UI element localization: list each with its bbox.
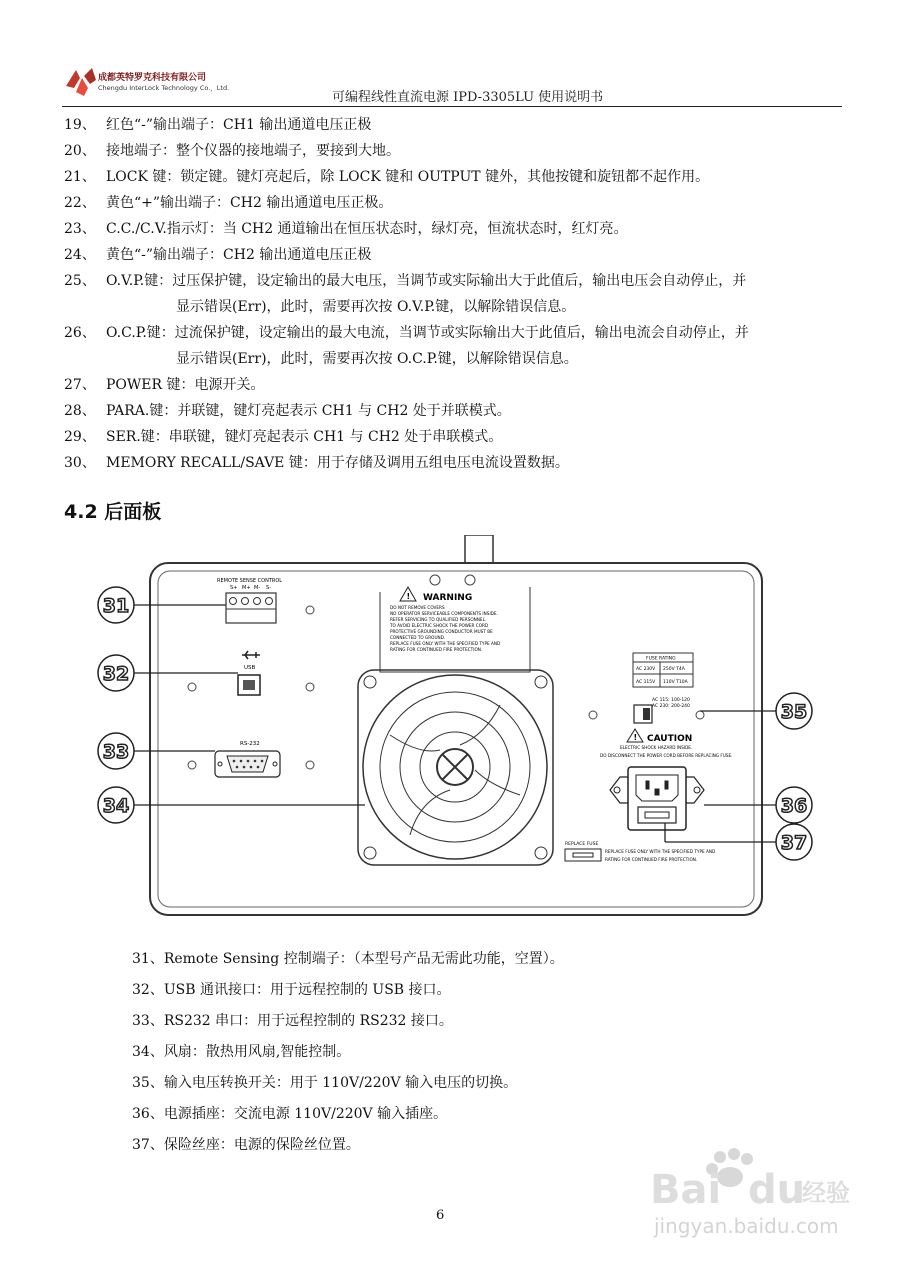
svg-text:DO DISCONNECT THE POWER CORD B: DO DISCONNECT THE POWER CORD BEFORE REPLACING FUSE. <box>600 753 733 758</box>
list-item: 37、保险丝座：电源的保险丝位置。 <box>132 1137 360 1153</box>
list-item: 34、风扇：散热用风扇,智能控制。 <box>132 1044 351 1060</box>
list-item: 19、 红色“-”输出端子：CH1 输出通道电压正极 <box>64 117 372 133</box>
panel-item-list <box>64 112 844 476</box>
svg-text:33: 33 <box>102 741 130 763</box>
svg-text:经验: 经验 <box>802 1179 850 1207</box>
fuse-rating-table <box>633 653 693 687</box>
page-number: 6 <box>436 1208 445 1223</box>
svg-text:M+: M+ <box>242 585 251 591</box>
svg-text:TO AVOID ELECTRIC SHOCK THE PO: TO AVOID ELECTRIC SHOCK THE POWER CORD <box>390 623 489 628</box>
callout-descriptions <box>132 944 564 1161</box>
list-item: 36、电源插座：交流电源 110V/220V 输入插座。 <box>132 1106 448 1122</box>
svg-text:31: 31 <box>102 595 130 617</box>
svg-text:AC 230V: AC 230V <box>636 667 656 672</box>
svg-text:RATING FOR CONTINUED FIRE PROT: RATING FOR CONTINUED FIRE PROTECTION. <box>390 647 483 652</box>
list-item: 25、 O.V.P.键：过压保护键，设定输出的最大电压，当调节或实际输出大于此值后，输出电压会自动停止，并 显示错误(Err)，此时，需要再次按 O.V.P.键，以解除错误信息。 <box>64 273 747 315</box>
svg-text:AC 115: 100-120: AC 115: 100-120 <box>652 698 690 703</box>
svg-text:110V T10A: 110V T10A <box>663 680 688 685</box>
list-item: 33、RS232 串口：用于远程控制的 RS232 接口。 <box>132 1013 453 1029</box>
svg-text:REMOTE SENSE CONTROL: REMOTE SENSE CONTROL <box>217 578 283 584</box>
list-item: 35、输入电压转换开关：用于 110V/220V 输入电压的切换。 <box>132 1075 518 1091</box>
svg-text:CAUTION: CAUTION <box>647 734 693 744</box>
svg-text:Bai: Bai <box>650 1167 722 1213</box>
svg-text:AC 115V: AC 115V <box>636 680 656 685</box>
rear-panel-diagram <box>90 535 820 920</box>
svg-text:250V T4A: 250V T4A <box>663 667 685 672</box>
svg-text:REPLACE FUSE ONLY WITH THE SPE: REPLACE FUSE ONLY WITH THE SPECIFIED TYPE AND <box>605 849 716 854</box>
list-item: 22、 黄色“+”输出端子：CH2 输出通道电压正极。 <box>64 195 393 211</box>
svg-text:USB: USB <box>244 665 256 671</box>
company-name-cn: 成都英特罗克科技有限公司 <box>98 73 207 83</box>
svg-text:M-: M- <box>254 585 261 591</box>
list-item: 31、Remote Sensing 控制端子：（本型号产品无需此功能，空置）。 <box>132 951 564 967</box>
svg-text:NO OPERATOR SERVICEABLE COMPON: NO OPERATOR SERVICEABLE COMPONENTS INSIDE. <box>390 611 498 616</box>
svg-text:RATING FOR CONTINUED FIRE PROT: RATING FOR CONTINUED FIRE PROTECTION. <box>605 857 698 862</box>
svg-text:35: 35 <box>780 701 808 723</box>
page-header <box>62 62 842 107</box>
svg-text:37: 37 <box>780 832 808 854</box>
list-item: 21、 LOCK 键：锁定键。键灯亮起后，除 LOCK 键和 OUTPUT 键外，其他按键和旋钮都不起作用。 <box>64 169 710 185</box>
svg-text:CONNECTED TO GROUND.: CONNECTED TO GROUND. <box>390 635 446 640</box>
company-name-en: Chengdu InterLock Technology Co.，Ltd. <box>98 84 230 92</box>
fuse-holder <box>638 807 676 823</box>
list-item: 32、USB 通讯接口：用于远程控制的 USB 接口。 <box>132 982 451 998</box>
svg-text:du: du <box>748 1167 806 1213</box>
list-item: 24、 黄色“-”输出端子：CH2 输出通道电压正极 <box>64 247 372 263</box>
section-title: 4.2 后面板 <box>64 501 162 523</box>
list-item: 27、 POWER 键：电源开关。 <box>64 377 265 393</box>
baidu-watermark <box>650 1145 850 1245</box>
svg-text:!: ! <box>406 592 411 601</box>
svg-text:WARNING: WARNING <box>423 593 473 603</box>
list-item: 28、 PARA.键：并联键，键灯亮起表示 CH1 与 CH2 处于并联模式。 <box>64 403 511 419</box>
list-item: 30、 MEMORY RECALL/SAVE 键：用于存储及调用五组电压电流设置数据。 <box>64 455 569 471</box>
svg-text:S-: S- <box>266 585 271 591</box>
svg-text:32: 32 <box>102 663 130 685</box>
svg-text:jingyan.baidu.com: jingyan.baidu.com <box>654 1214 839 1238</box>
list-item: 20、 接地端子：整个仪器的接地端子，要接到大地。 <box>64 143 400 159</box>
list-item: 26、 O.C.P.键：过流保护键，设定输出的最大电流，当调节或实际输出大于此值后，输出电流会自动停止，并 显示错误(Err)，此时，需要再次按 O.C.P.键，以解除错误信息。 <box>64 325 749 367</box>
document-title: 可编程线性直流电源 IPD-3305LU 使用说明书 <box>332 90 604 105</box>
svg-text:ELECTRIC SHOCK HAZARD INSIDE.: ELECTRIC SHOCK HAZARD INSIDE. <box>620 745 693 750</box>
svg-text:!: ! <box>633 733 638 742</box>
svg-text:AC 230: 200-240: AC 230: 200-240 <box>652 704 690 709</box>
svg-text:FUSE RATING: FUSE RATING <box>646 656 676 662</box>
svg-text:S+: S+ <box>230 585 238 591</box>
svg-text:REPLACE FUSE: REPLACE FUSE <box>565 842 599 847</box>
list-item: 29、 SER.键：串联键，键灯亮起表示 CH1 与 CH2 处于串联模式。 <box>64 429 503 445</box>
svg-text:REFER SERVICING TO QUALIFIED P: REFER SERVICING TO QUALIFIED PERSONNEL. <box>390 617 487 622</box>
svg-text:REPLACE FUSE ONLY WITH THE SPE: REPLACE FUSE ONLY WITH THE SPECIFIED TYPE AND <box>390 641 501 646</box>
svg-text:PROTECTIVE GROUNDING CONDUCTOR: PROTECTIVE GROUNDING CONDUCTOR MUST BE <box>390 629 493 634</box>
company-logo-icon <box>62 66 102 100</box>
svg-text:RS-232: RS-232 <box>240 741 260 747</box>
svg-text:36: 36 <box>780 795 808 817</box>
svg-text:34: 34 <box>102 795 130 817</box>
svg-text:DO NOT REMOVE COVERS: DO NOT REMOVE COVERS <box>390 605 445 610</box>
list-item: 23、 C.C./C.V.指示灯：当 CH2 通道输出在恒压状态时，绿灯亮，恒流状态时，红灯亮。 <box>64 221 628 237</box>
